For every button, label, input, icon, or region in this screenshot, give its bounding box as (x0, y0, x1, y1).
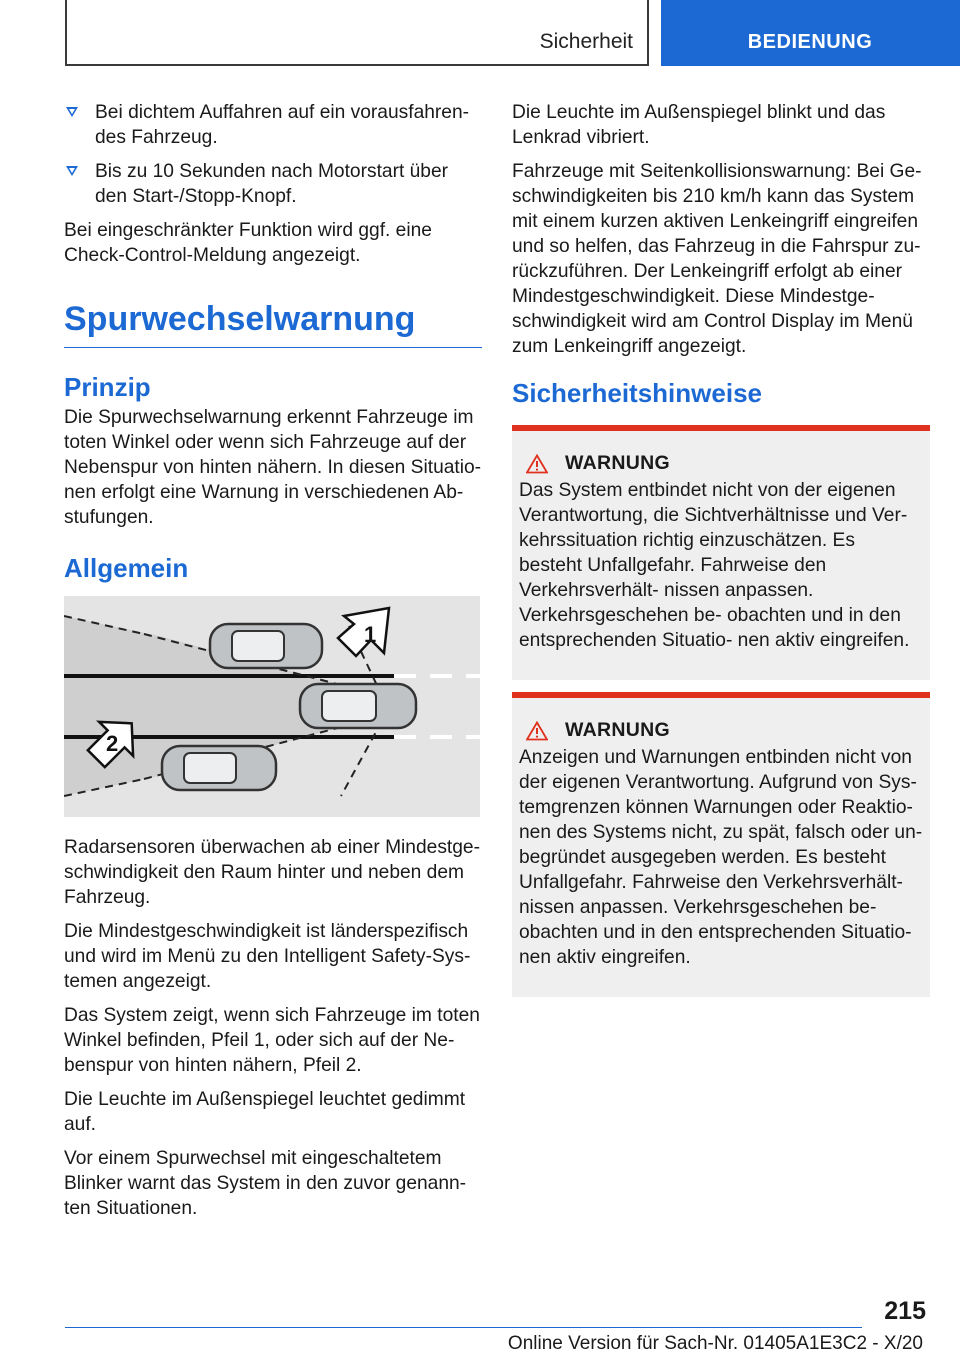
warning-header (519, 451, 923, 476)
prinzip-text: Die Spurwechselwarnung erkennt Fahrzeuge im toten Winkel oder wenn sich Fahrzeuge auf der Nebenspur von hinten nähern. In diesen Situatio‐ nen erfolgt eine Warnung in verschiedenen Ab‐ stufungen. (64, 407, 482, 528)
left-column (64, 100, 482, 1230)
right-column (512, 100, 930, 1009)
bullet-triangle-icon (66, 166, 78, 176)
road-diagram (64, 596, 480, 817)
page-number: 215 (884, 1297, 926, 1325)
warning-box (512, 425, 930, 680)
warning-text: Das System entbindet nicht von der eigenen Verantwortung, die Sichtverhältnisse und Ver‐ kehrssituation richtig einzuschätzen. Es besteht Unfallgefahr. Fahrweise den Verkehrsverhält‐ nissen anpassen. Verkehrsgeschehen be‐ obachten und in den entsprechenden Situatio‐ nen aktiv eingreifen. (519, 480, 910, 651)
paragraph: Die Leuchte im Außenspiegel leuchtet gedimmt auf. (64, 1089, 466, 1135)
svg-text:1: 1 (364, 622, 377, 647)
list-item: Bis zu 10 Sekunden nach Motorstart über den Start-/Stopp-Knopf. (64, 159, 482, 209)
paragraph: Die Mindestgeschwindigkeit ist länderspezifisch und wird im Menü zu den Intelligent Safety-Sys‐ temen angezeigt. (64, 921, 471, 992)
car-bottom (162, 746, 276, 790)
page-title: Spurwechselwarnung (64, 277, 482, 348)
paragraph: Radarsensoren überwachen ab einer Mindestge‐ schwindigkeit den Raum hinter und neben dem Fahrzeug. (64, 837, 480, 908)
header-chapter-title: BEDIENUNG (747, 31, 873, 53)
list-item: Bei dichtem Auffahren auf ein vorausfahren‐ des Fahrzeug. (64, 100, 482, 150)
paragraph: Die Leuchte im Außenspiegel blinkt und das Lenkrad vibriert. (512, 102, 886, 148)
paragraph: Vor einem Spurwechsel mit eingeschaltetem Blinker warnt das System in den zuvor genann‐ ten Situationen. (64, 1148, 467, 1219)
bullet-triangle-icon (66, 107, 78, 117)
header-section-tab (65, 0, 649, 66)
warning-title: WARNUNG (565, 719, 671, 741)
heading-allgemein: Allgemein (64, 553, 189, 583)
heading-prinzip: Prinzip (64, 372, 151, 402)
warning-triangle-icon (526, 721, 548, 741)
svg-text:2: 2 (106, 731, 119, 756)
car-top (210, 624, 322, 668)
header-section-title: Sicherheit (539, 30, 633, 53)
paragraph: Das System zeigt, wenn sich Fahrzeuge im toten Winkel befinden, Pfeil 1, oder sich auf der Ne‐ benspur von hinten nähern, Pfeil 2. (64, 1005, 480, 1076)
warning-triangle-icon (526, 454, 548, 474)
warning-text: Anzeigen und Warnungen entbinden nicht von der eigenen Verantwortung. Aufgrund von Sys‐ temgrenzen können Warnungen oder Reaktio‐ nen des Systems nicht, zu spät, falsch oder un‐ begründet ausgegeben werden. Es besteht Unfallgefahr. Fahrweise den Verkehrsverhält‐ nissen anpassen. Verkehrsgeschehen be‐ obachten und in den entsprechenden Situatio‐ nen aktiv eingreifen. (519, 747, 923, 968)
intro-text: Bei eingeschränkter Funktion wird ggf. eine Check-Control-Meldung angezeigt. (64, 220, 432, 266)
paragraph: Fahrzeuge mit Seitenkollisionswarnung: Bei Ge‐ schwindigkeiten bis 210 km/h kann das System mit einem kurzen aktiven Lenkeingriff eingreifen und so helfen, das Fahrzeug in die Fahrspur zu‐ rückzuführen. Der Lenkeingriff erfolgt ab einer Mindestgeschwindigkeit. Diese Mindestge‐ schwindigkeit wird am Control Display im Menü zum Lenkeingriff angezeigt. (512, 161, 922, 357)
car-ego (300, 684, 416, 728)
header-chapter-tab (661, 0, 960, 66)
heading-sicherheitshinweise: Sicherheitshinweise (512, 378, 762, 408)
lane-change-illustration (64, 596, 480, 817)
footer-divider (65, 1327, 862, 1328)
warning-title: WARNUNG (565, 452, 671, 474)
warning-header (519, 718, 923, 743)
warning-box (512, 692, 930, 997)
footer-online-version: Online Version für Sach-Nr. 01405A1E3C2 - X/20 (507, 1333, 923, 1354)
